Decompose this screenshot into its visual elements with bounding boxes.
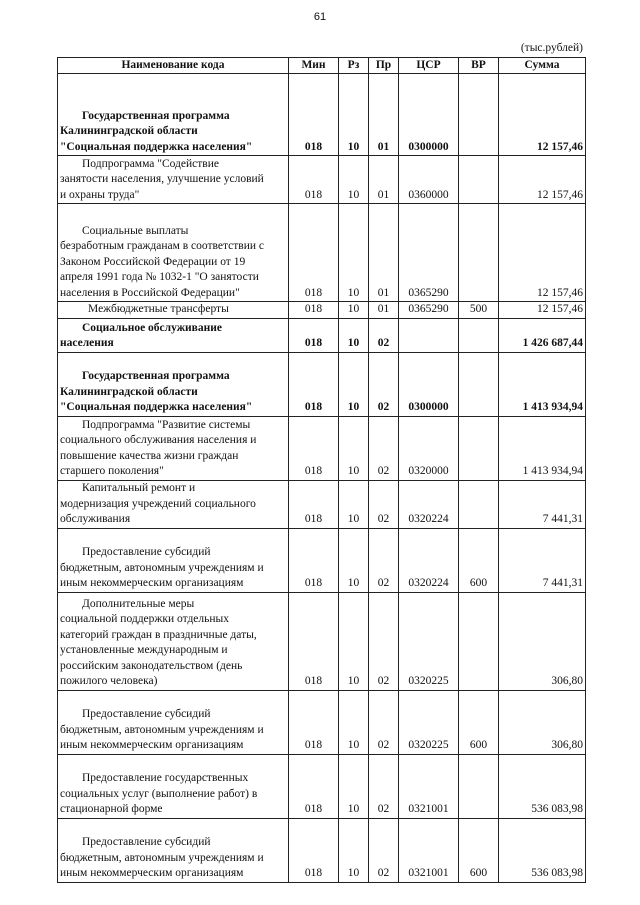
table-row [58, 480, 586, 528]
page-number: 61 [313, 11, 327, 23]
header-name: Наименование кода [58, 58, 289, 74]
row-name-line: категорий граждан в праздничные даты, [60, 628, 257, 641]
pr-cell: 01 [369, 302, 399, 319]
table-header-row [58, 58, 586, 74]
table-row [58, 754, 586, 818]
sum-cell: 12 157,46 [499, 204, 586, 302]
row-name-line: социальных услуг (выполнение работ) в [60, 787, 258, 800]
pr-cell: 02 [369, 818, 399, 882]
table-row [58, 416, 586, 480]
csr-cell: 0321001 [399, 754, 459, 818]
sum-cell: 536 083,98 [499, 754, 586, 818]
rz-cell: 10 [339, 480, 369, 528]
pr-cell: 01 [369, 204, 399, 302]
pr-cell: 02 [369, 690, 399, 754]
row-name-line: Межбюджетные трансферты [88, 303, 229, 315]
table-row [58, 318, 586, 352]
row-name-line: российским законодательством (день [60, 659, 243, 672]
row-name-line: и охраны труда" [60, 188, 140, 201]
vr-cell [459, 156, 499, 204]
min-cell: 018 [289, 754, 339, 818]
header-rz: Рз [339, 58, 369, 74]
rz-cell: 10 [339, 592, 369, 690]
row-name-line: Калининградской области [60, 385, 198, 398]
table-row [58, 156, 586, 204]
min-cell: 018 [289, 690, 339, 754]
min-cell: 018 [289, 204, 339, 302]
row-name-cell [58, 416, 289, 480]
pr-cell: 02 [369, 352, 399, 416]
rz-cell: 10 [339, 690, 369, 754]
rz-cell: 10 [339, 352, 369, 416]
row-name-cell [58, 480, 289, 528]
csr-cell: 0300000 [399, 74, 459, 156]
rz-cell: 10 [339, 302, 369, 319]
csr-cell: 0365290 [399, 204, 459, 302]
row-name-cell [58, 690, 289, 754]
csr-cell: 0320000 [399, 416, 459, 480]
table-row [58, 302, 586, 319]
table-row [58, 528, 586, 592]
rz-cell: 10 [339, 156, 369, 204]
pr-cell: 02 [369, 480, 399, 528]
row-name-line: Государственная программа [82, 109, 230, 122]
min-cell: 018 [289, 528, 339, 592]
vr-cell [459, 754, 499, 818]
pr-cell: 02 [369, 416, 399, 480]
row-name-line: "Социальная поддержка населения" [60, 401, 253, 413]
row-name-line: Подпрограмма "Развитие системы [82, 418, 251, 431]
vr-cell [459, 74, 499, 156]
pr-cell: 02 [369, 318, 399, 352]
csr-cell: 0320225 [399, 592, 459, 690]
row-name-cell [58, 754, 289, 818]
row-name-line: Калининградской области [60, 125, 198, 137]
vr-cell: 600 [459, 818, 499, 882]
table-row [58, 204, 586, 302]
min-cell: 018 [289, 352, 339, 416]
row-name-line: бюджетным, автономным учреждениям и [60, 561, 264, 574]
row-name-line: населения [60, 337, 114, 349]
row-name-cell [58, 818, 289, 882]
rz-cell: 10 [339, 74, 369, 156]
row-name-line: иным некоммерческим организациям [60, 739, 244, 751]
header-sum: Сумма [499, 58, 586, 74]
row-name-cell [58, 352, 289, 416]
row-name-line: иным некоммерческим организациям [60, 577, 244, 589]
vr-cell [459, 416, 499, 480]
row-name-line: Капитальный ремонт и [82, 482, 196, 494]
row-name-line: обслуживания [60, 513, 131, 525]
row-name-line: стационарной форме [60, 803, 163, 815]
min-cell: 018 [289, 818, 339, 882]
min-cell: 018 [289, 318, 339, 352]
rz-cell: 10 [339, 754, 369, 818]
sum-cell: 1 413 934,94 [499, 416, 586, 480]
row-name-line: Предоставление субсидий [82, 708, 211, 720]
rz-cell: 10 [339, 416, 369, 480]
row-name-line: Подпрограмма "Содействие [82, 157, 219, 170]
sum-cell: 306,80 [499, 592, 586, 690]
row-name-line: безработным гражданам в соответствии с [60, 240, 264, 252]
row-name-line: бюджетным, автономным учреждениям и [60, 851, 264, 864]
row-name-cell [58, 318, 289, 352]
budget-table [57, 57, 586, 883]
vr-cell [459, 352, 499, 416]
header-csr: ЦСР [399, 58, 459, 74]
vr-cell [459, 480, 499, 528]
csr-cell: 0300000 [399, 352, 459, 416]
row-name-line: Социальные выплаты [82, 224, 189, 237]
row-name-line: Государственная программа [82, 370, 230, 382]
header-min: Мин [289, 58, 339, 74]
row-name-line: населения в Российской Федерации" [60, 286, 240, 299]
csr-cell [399, 318, 459, 352]
sum-cell: 12 157,46 [499, 156, 586, 204]
rz-cell: 10 [339, 204, 369, 302]
pr-cell: 02 [369, 528, 399, 592]
row-name-line: социальной поддержки отдельных [60, 613, 230, 625]
sum-cell: 306,80 [499, 690, 586, 754]
row-name-line: Предоставление субсидий [82, 546, 211, 558]
rz-cell: 10 [339, 528, 369, 592]
vr-cell [459, 204, 499, 302]
sum-cell: 12 157,46 [499, 302, 586, 319]
pr-cell: 01 [369, 156, 399, 204]
table-row [58, 352, 586, 416]
min-cell: 018 [289, 416, 339, 480]
sum-cell: 7 441,31 [499, 528, 586, 592]
min-cell: 018 [289, 74, 339, 156]
row-name-line: установленные международным и [60, 644, 228, 656]
table-body [58, 74, 586, 883]
rz-cell: 10 [339, 318, 369, 352]
pr-cell: 01 [369, 74, 399, 156]
row-name-cell [58, 592, 289, 690]
table-row [58, 74, 586, 156]
table-row [58, 592, 586, 690]
csr-cell: 0320224 [399, 528, 459, 592]
row-name-cell [58, 528, 289, 592]
row-name-line: старшего поколения" [60, 465, 164, 477]
row-name-line: бюджетным, автономным учреждениям и [60, 723, 264, 736]
row-name-line: Социальное обслуживание [82, 321, 222, 334]
row-name-line: пожилого человека) [60, 675, 158, 687]
row-name-cell [58, 204, 289, 302]
row-name-line: занятости населения, улучшение условий [60, 173, 264, 185]
sum-cell: 536 083,98 [499, 818, 586, 882]
row-name-line: Дополнительные меры [82, 597, 195, 610]
min-cell: 018 [289, 302, 339, 319]
csr-cell: 0365290 [399, 302, 459, 319]
vr-cell: 500 [459, 302, 499, 319]
sum-cell: 12 157,46 [499, 74, 586, 156]
csr-cell: 0320225 [399, 690, 459, 754]
min-cell: 018 [289, 480, 339, 528]
row-name-cell [58, 156, 289, 204]
vr-cell: 600 [459, 528, 499, 592]
csr-cell: 0320224 [399, 480, 459, 528]
row-name-cell [58, 302, 289, 319]
min-cell: 018 [289, 156, 339, 204]
units-label: (тыс.рублей) [520, 42, 583, 54]
pr-cell: 02 [369, 592, 399, 690]
row-name-line: Законом Российской Федерации от 19 [60, 255, 246, 268]
row-name-line: иным некоммерческим организациям [60, 867, 244, 879]
row-name-line: социального обслуживания населения и [60, 434, 257, 446]
sum-cell: 1 426 687,44 [499, 318, 586, 352]
header-pr: Пр [369, 58, 399, 74]
sum-cell: 1 413 934,94 [499, 352, 586, 416]
row-name-cell [58, 74, 289, 156]
csr-cell: 0360000 [399, 156, 459, 204]
table-row [58, 690, 586, 754]
pr-cell: 02 [369, 754, 399, 818]
csr-cell: 0321001 [399, 818, 459, 882]
row-name-line: Предоставление государственных [82, 772, 249, 784]
row-name-line: апреля 1991 года № 1032-1 "О занятости [60, 271, 259, 283]
rz-cell: 10 [339, 818, 369, 882]
table-row [58, 818, 586, 882]
min-cell: 018 [289, 592, 339, 690]
row-name-line: Предоставление субсидий [82, 836, 211, 848]
vr-cell [459, 592, 499, 690]
header-vr: ВР [459, 58, 499, 74]
sum-cell: 7 441,31 [499, 480, 586, 528]
vr-cell [459, 318, 499, 352]
row-name-line: модернизация учреждений социального [60, 497, 256, 510]
row-name-line: "Социальная поддержка населения" [60, 140, 253, 153]
row-name-line: повышение качества жизни граждан [60, 449, 239, 462]
vr-cell: 600 [459, 690, 499, 754]
